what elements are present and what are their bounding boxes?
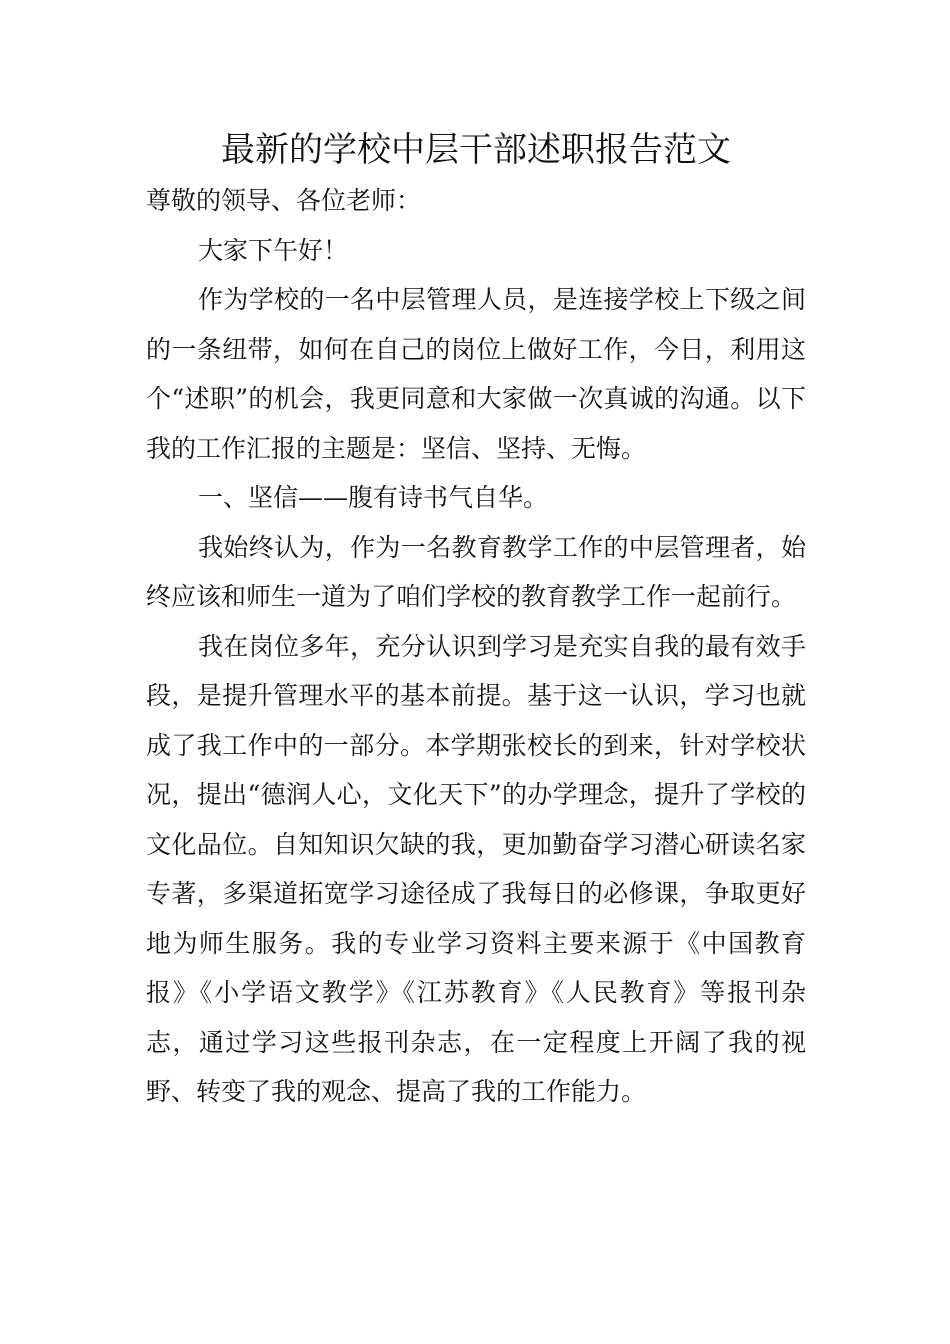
section-heading-1: 一、坚信——腹有诗书气自华。 [198, 483, 549, 512]
salutation: 尊敬的领导、各位老师： [146, 186, 422, 215]
document-body [146, 176, 806, 1117]
paragraph-greeting: 大家下午好！ [198, 235, 349, 265]
paragraph-learning: 我在岗位多年，充分认识到学习是充实自我的最有效手段，是提升管理水平的基本前提。基于这一认识，学习也就成了我工作中的一部分。本学期张校长的到来，针对学校状况，提出“德润人心，文化天下”的办学理念，提升了学校的文化品位。自知知识欠缺的我，更加勤奋学习潜心研读名家专著，多渠道拓宽学习途径成了我每日的必修课，争取更好地为师生服务。我的专业学习资料主要来源于《中国教育报》《小学语文教学》《江苏教育》《人民教育》等报刊杂志，通过学习这些报刊杂志，在一定程度上开阔了我的视野、转变了我的观念、提高了我的工作能力。 [146, 631, 806, 1106]
document-title: 最新的学校中层干部述职报告范文 [221, 130, 731, 170]
paragraph-belief: 我始终认为，作为一名教育教学工作的中层管理者，始终应该和师生一道为了咱们学校的教育教学工作一起前行。 [146, 532, 806, 611]
paragraph-intro: 作为学校的一名中层管理人员，是连接学校上下级之间的一条纽带，如何在自己的岗位上做好工作，今日，利用这个“述职”的机会，我更同意和大家做一次真诚的沟通。以下我的工作汇报的主题是：坚信、坚持、无悔。 [146, 285, 806, 463]
